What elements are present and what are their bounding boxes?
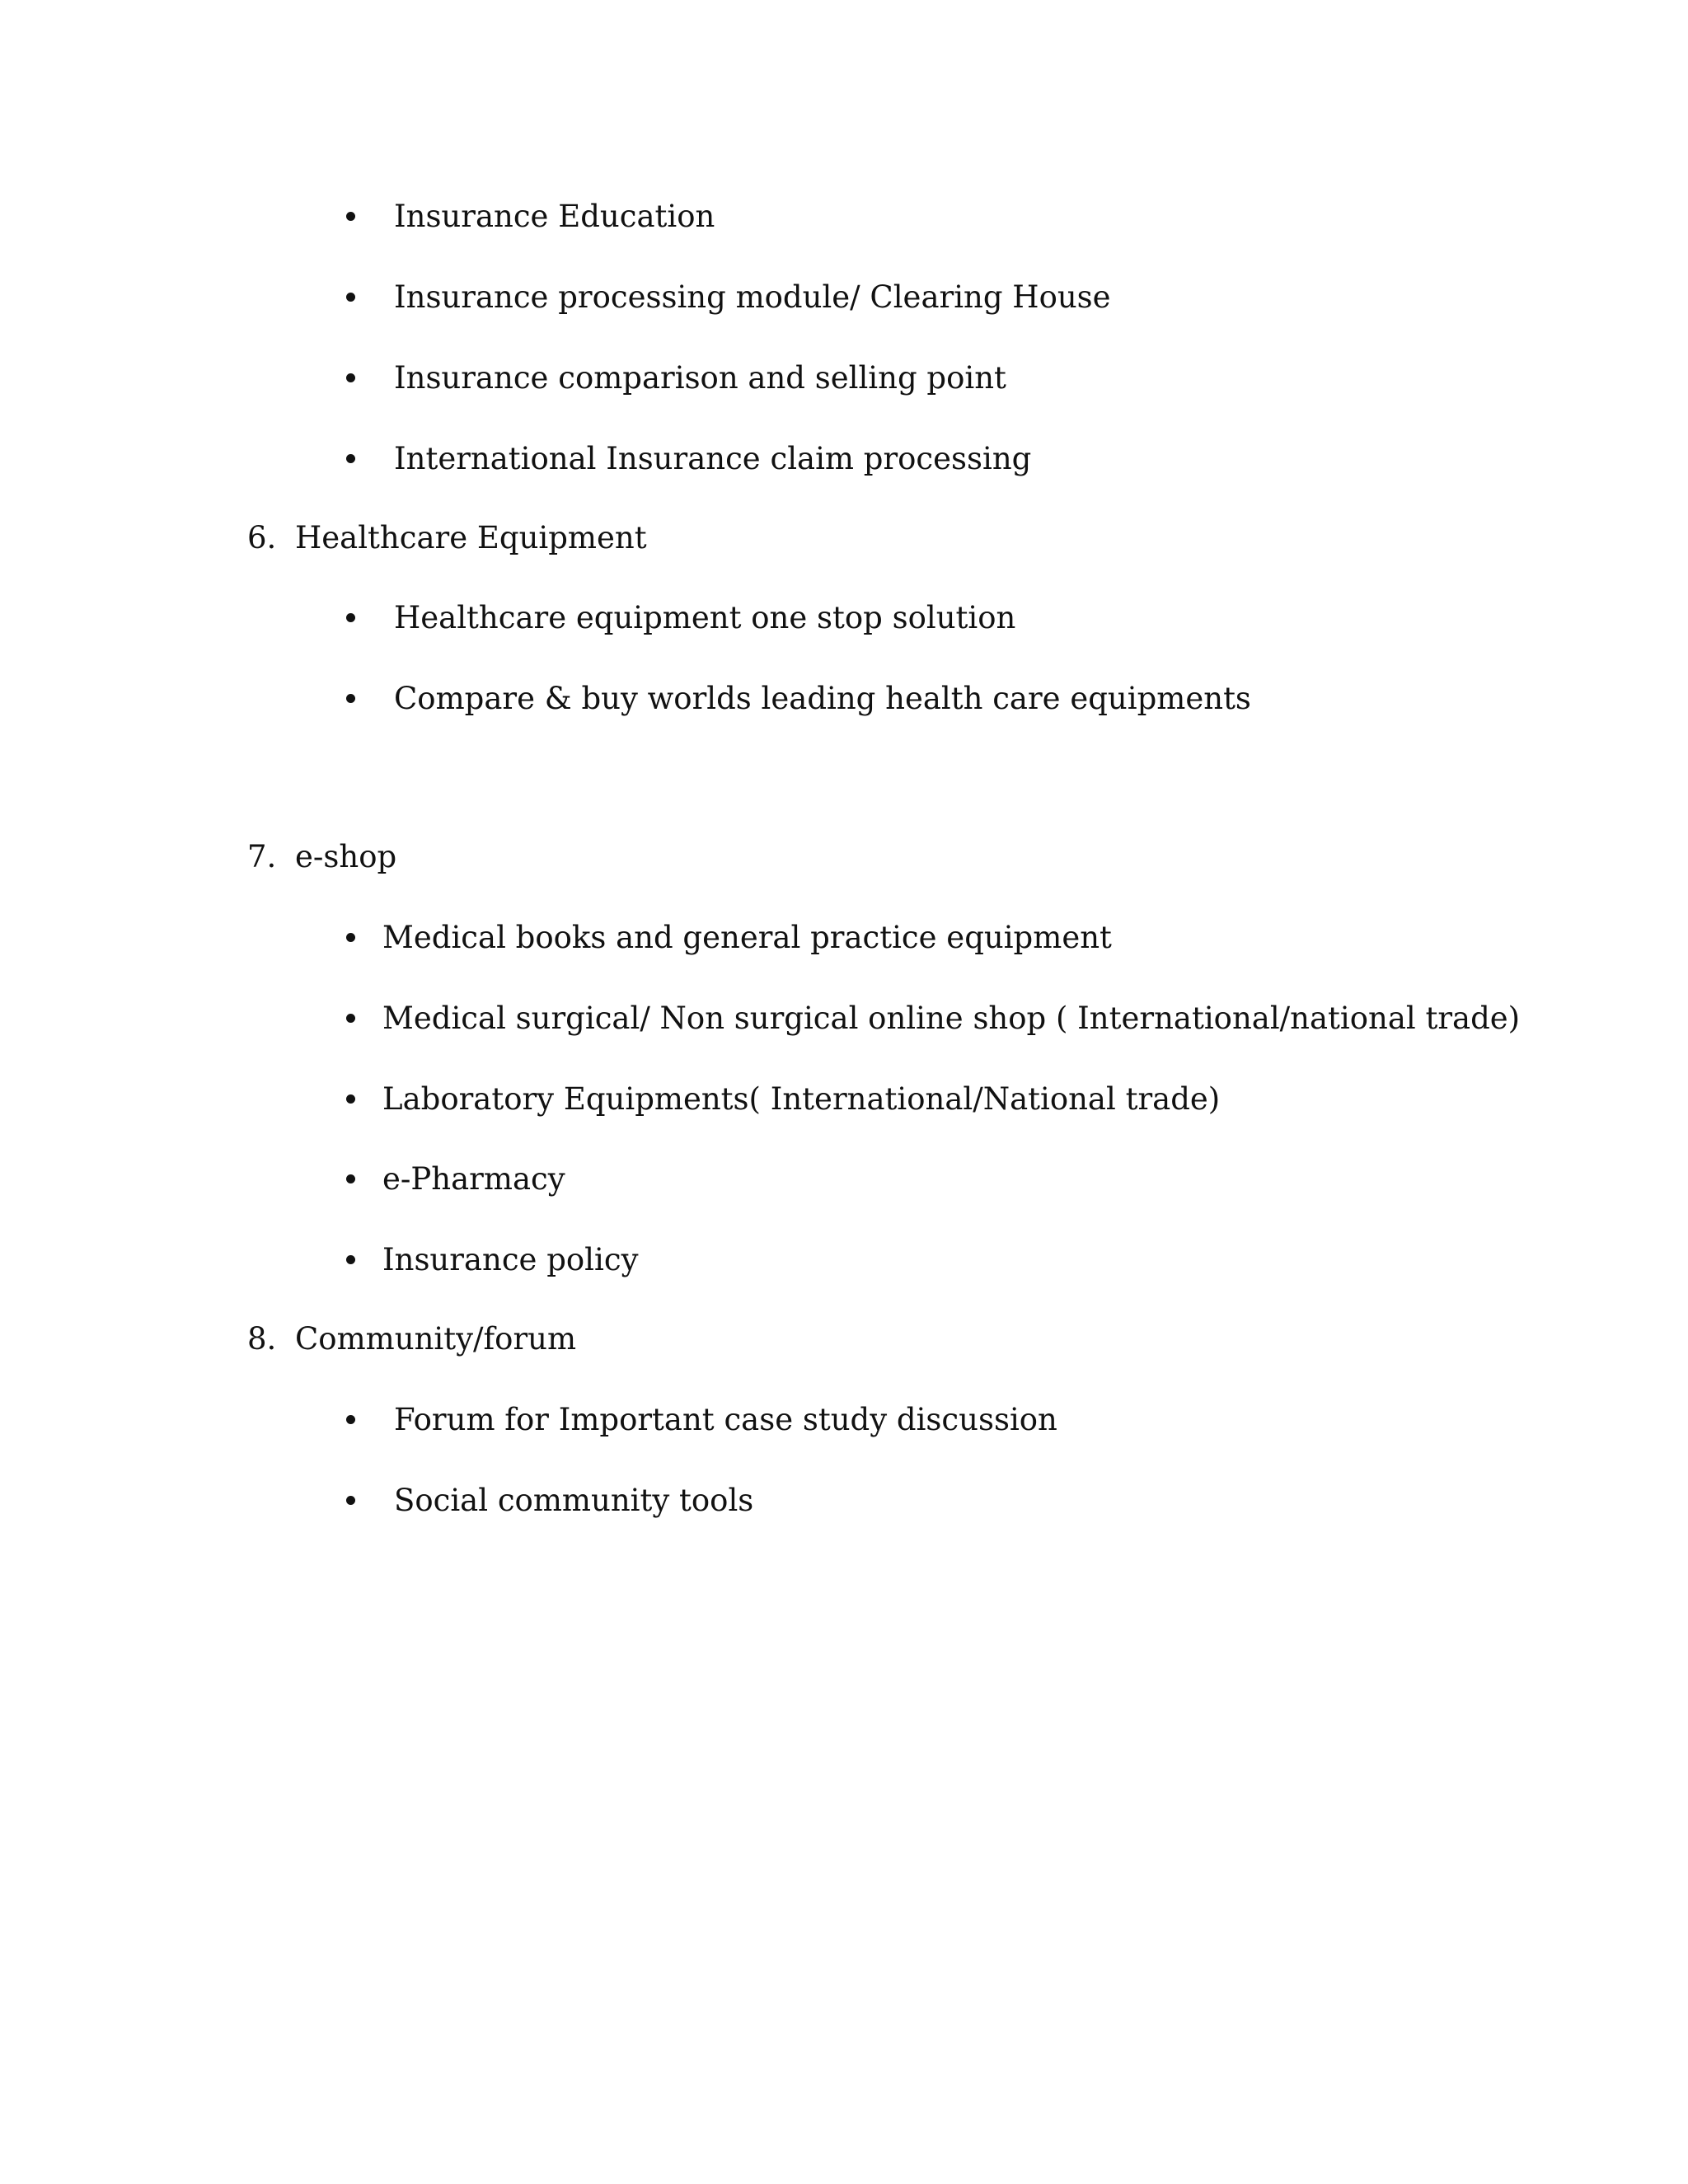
list-item: Laboratory Equipments( International/National trade) xyxy=(382,1081,1221,1117)
bullet-icon xyxy=(346,1415,355,1424)
section-title: Healthcare Equipment xyxy=(295,520,647,555)
section-title: Community/forum xyxy=(295,1321,577,1357)
list-item: Social community tools xyxy=(394,1483,754,1518)
section-number: 8. xyxy=(247,1321,277,1357)
list-item: Insurance policy xyxy=(382,1242,639,1277)
bullet-icon xyxy=(346,613,355,622)
list-item: Compare & buy worlds leading health care equipments xyxy=(394,681,1251,716)
section-number: 6. xyxy=(247,520,277,555)
section-title: e-shop xyxy=(295,839,397,874)
list-item: Insurance Education xyxy=(394,199,715,234)
list-item: Insurance processing module/ Clearing House xyxy=(394,279,1111,315)
bullet-icon xyxy=(346,1255,355,1264)
bullet-icon xyxy=(346,933,355,942)
bullet-icon xyxy=(346,212,355,221)
bullet-icon xyxy=(346,293,355,302)
list-item: International Insurance claim processing xyxy=(394,441,1032,476)
bullet-icon xyxy=(346,694,355,703)
bullet-icon xyxy=(346,373,355,382)
list-item: Medical books and general practice equipment xyxy=(382,920,1112,955)
list-item: e-Pharmacy xyxy=(382,1161,565,1197)
bullet-icon xyxy=(346,454,355,463)
list-item: Forum for Important case study discussion xyxy=(394,1402,1057,1437)
bullet-icon xyxy=(346,1094,355,1104)
list-item: Healthcare equipment one stop solution xyxy=(394,600,1016,635)
bullet-icon xyxy=(346,1174,355,1183)
list-item: Medical surgical/ Non surgical online shop ( International/national trade) xyxy=(382,1001,1521,1036)
bullet-icon xyxy=(346,1014,355,1023)
bullet-icon xyxy=(346,1496,355,1505)
list-item: Insurance comparison and selling point xyxy=(394,360,1006,396)
section-number: 7. xyxy=(247,839,277,874)
